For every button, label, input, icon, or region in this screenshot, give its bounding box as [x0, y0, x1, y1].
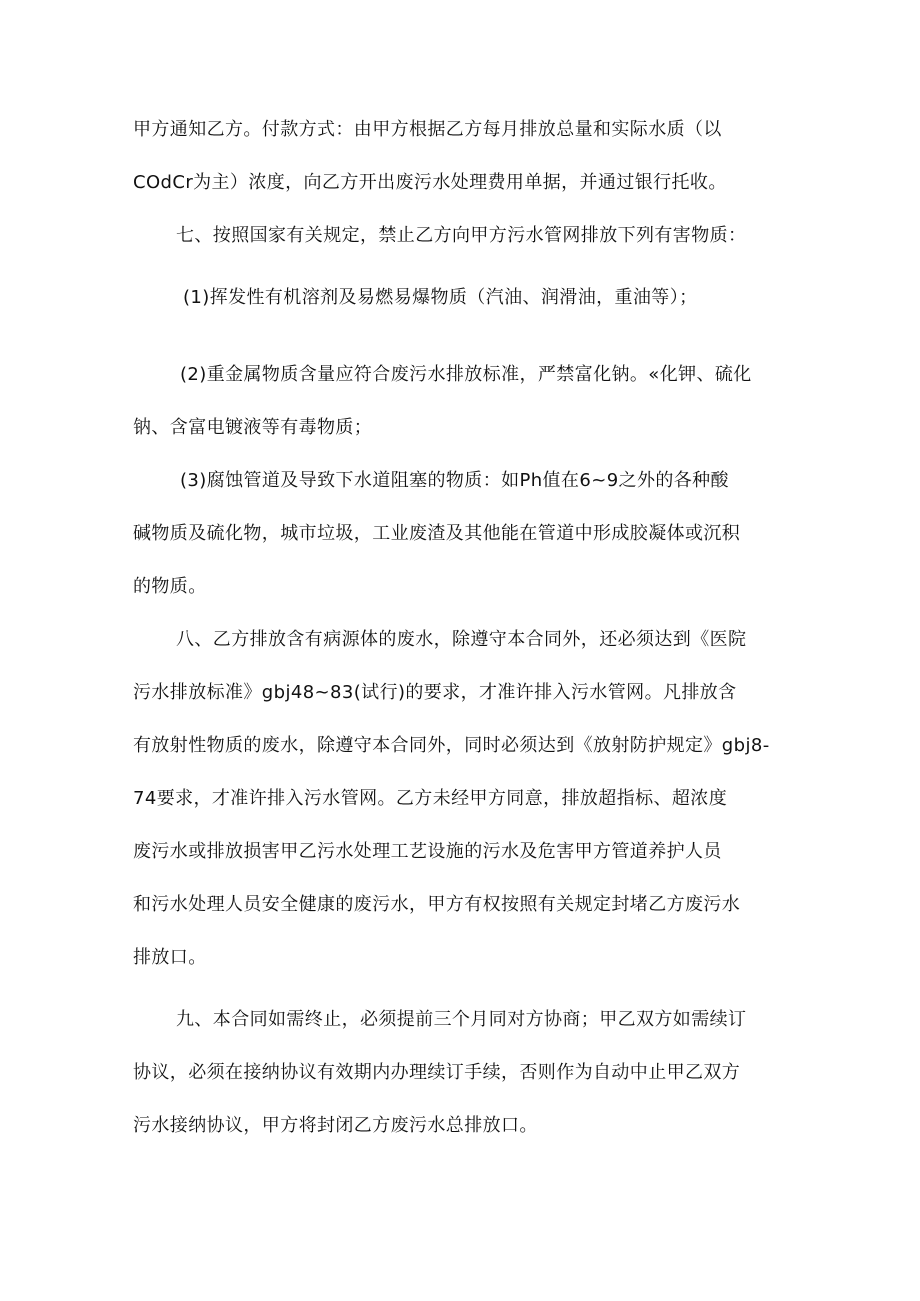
text-line-4: (1)挥发性有机溶剂及易燃易爆物质（汽油、润滑油，重油等）； — [183, 287, 698, 308]
text-line-3: 七、按照国家有关规定，禁止乙方向甲方污水管网排放下列有害物质： — [176, 225, 747, 246]
text-line-5: (2)重金属物质含量应符合废污水排放标准，严禁富化钠。«化钾、硫化 — [180, 364, 752, 385]
text-line-14: 废污水或排放损害甲乙污水处理工艺设施的污水及危害甲方管道养护人员 — [133, 841, 722, 862]
text-line-13: 74要求，才准许排入污水管网。乙方未经甲方同意，排放超指标、超浓度 — [133, 788, 728, 809]
text-line-16: 排放口。 — [133, 947, 207, 968]
text-line-1: 甲方通知乙方。付款方式：由甲方根据乙方每月排放总量和实际水质（以 — [133, 119, 722, 140]
text-line-2: COdCr为主）浓度，向乙方开出废污水处理费用单据，并通过银行托收。 — [133, 172, 727, 193]
text-line-8: 碱物质及硫化物，城市垃圾，工业废渣及其他能在管道中形成胶凝体或沉积 — [133, 523, 741, 544]
text-line-6: 钠、含富电镀液等有毒物质； — [133, 417, 373, 438]
text-line-12: 有放射性物质的废水，除遵守本合同外，同时必须达到《放射防护规定》gbj8- — [133, 735, 770, 756]
text-line-15: 和污水处理人员安全健康的废污水，甲方有权按照有关规定封堵乙方废污水 — [133, 894, 741, 915]
text-line-19: 污水接纳协议，甲方将封闭乙方废污水总排放口。 — [133, 1115, 538, 1136]
text-line-17: 九、本合同如需终止，必须提前三个月同对方协商；甲乙双方如需续订 — [176, 1009, 747, 1030]
text-line-11: 污水排放标准》gbj48~83(试行)的要求，才准许排入污水管网。凡排放含 — [133, 682, 737, 703]
text-line-7: (3)腐蚀管道及导致下水道阻塞的物质：如Ph值在6~9之外的各种酸 — [180, 470, 729, 491]
text-line-10: 八、乙方排放含有病源体的废水，除遵守本合同外，还必须达到《医院 — [176, 629, 747, 650]
text-line-9: 的物质。 — [133, 576, 207, 597]
text-line-18: 协议，必须在接纳协议有效期内办理续订手续，否则作为自动中止甲乙双方 — [133, 1062, 741, 1083]
